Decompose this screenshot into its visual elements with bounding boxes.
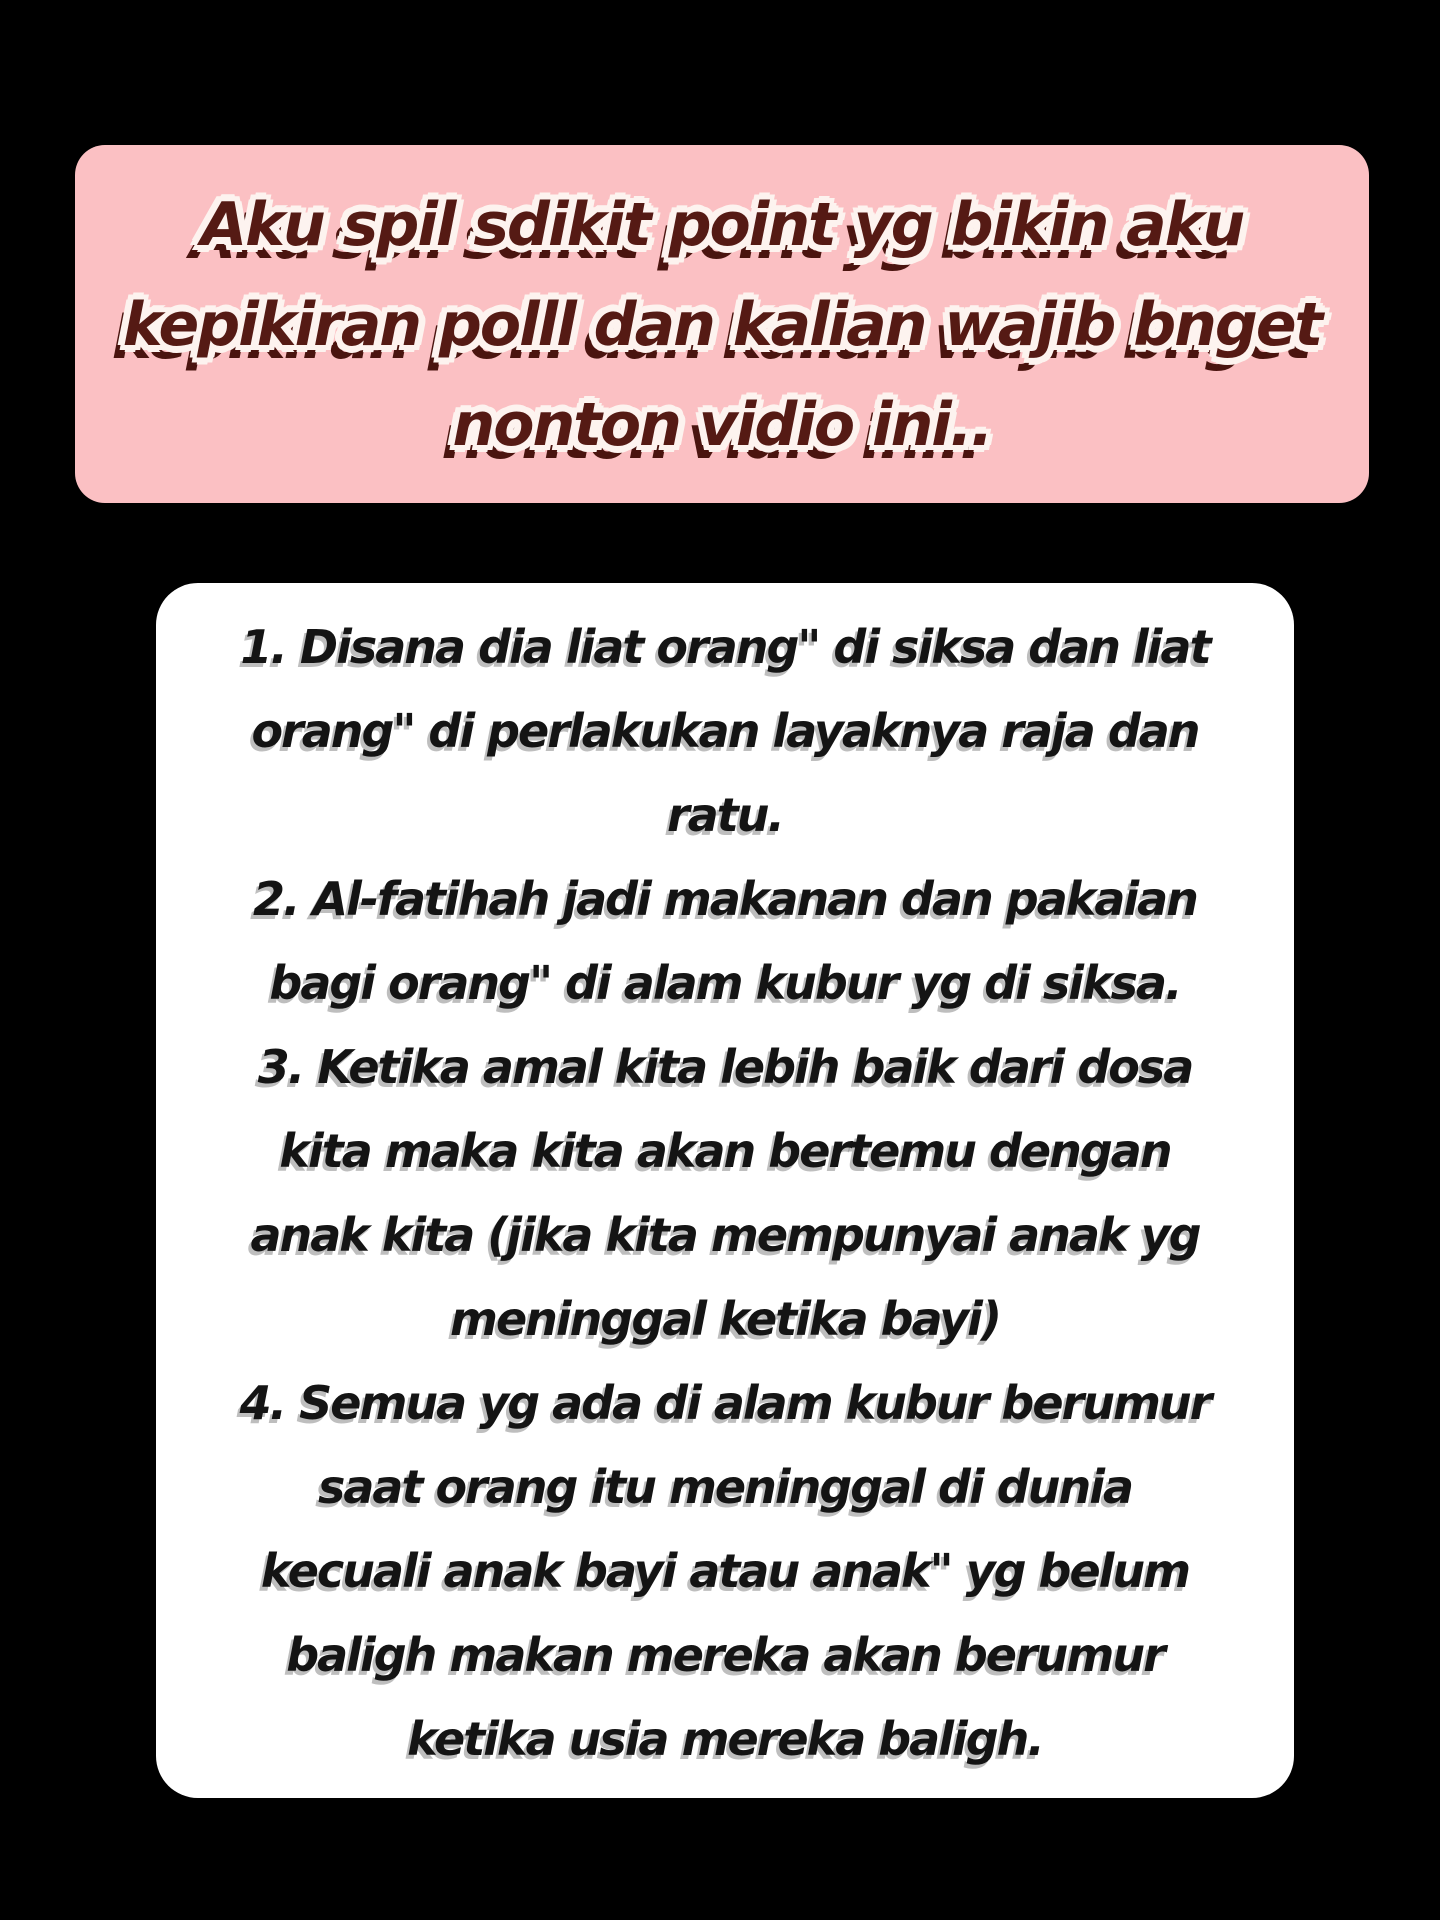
points-card-line: 2. Al-fatihah jadi makanan dan pakaian — [253, 872, 1197, 926]
points-card-line: meninggal ketika bayi) — [450, 1292, 1000, 1346]
points-card-line: anak kita (jika kita mempunyai anak yg — [250, 1208, 1200, 1262]
intro-card-line: nonton vidio ini.. — [452, 390, 992, 460]
points-card-line: 3. Ketika amal kita lebih baik dari dosa — [257, 1040, 1193, 1094]
intro-card-line: kepikiran polll dan kalian wajib bnget — [122, 290, 1322, 360]
points-card-line: baligh makan mereka akan berumur — [286, 1628, 1164, 1682]
points-card-line: orang" di perlakukan layaknya raja dan — [251, 704, 1199, 758]
points-card-line: ratu. — [667, 788, 783, 842]
points-card-line: saat orang itu meninggal di dunia — [317, 1460, 1133, 1514]
points-card-line: 4. Semua yg ada di alam kubur berumur — [239, 1376, 1211, 1430]
points-card-line: 1. Disana dia liat orang" di siksa dan liat — [240, 620, 1210, 674]
intro-card-line: Aku spil sdikit point yg bikin aku — [200, 190, 1244, 260]
points-card — [156, 583, 1294, 1798]
points-card-line: kecuali anak bayi atau anak" yg belum — [260, 1544, 1190, 1598]
points-card-line: bagi orang" di alam kubur yg di siksa. — [269, 956, 1181, 1010]
intro-card — [75, 145, 1369, 503]
points-card-line: ketika usia mereka baligh. — [407, 1712, 1043, 1766]
points-card-line: kita maka kita akan bertemu dengan — [279, 1124, 1171, 1178]
